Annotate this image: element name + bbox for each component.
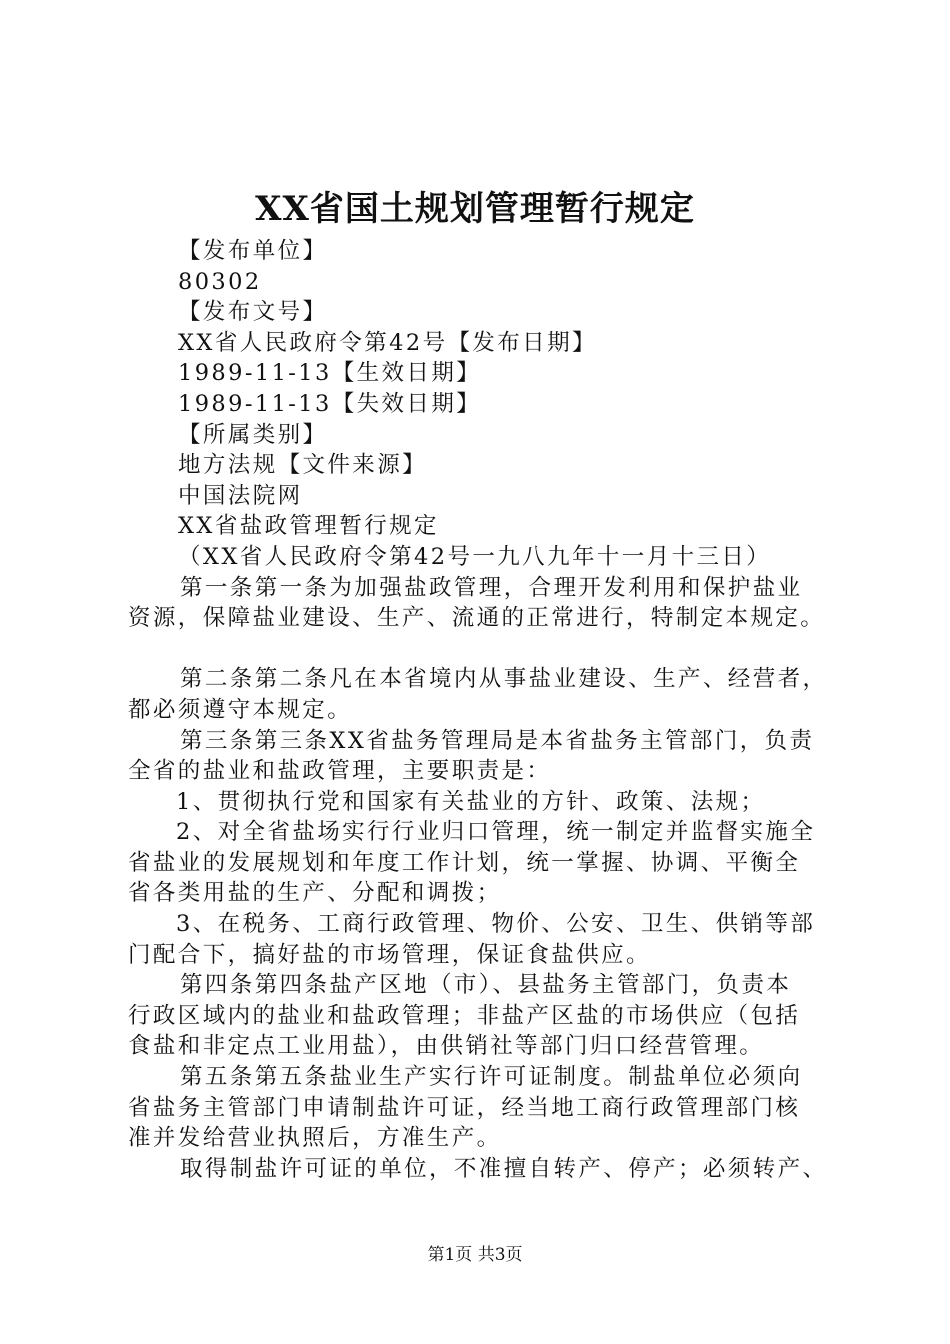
- article-2-line-2: 都必须遵守本规定。: [128, 696, 353, 723]
- document-body: [128, 236, 848, 1184]
- meta-category-label: 【所属类别】: [178, 421, 328, 448]
- page-footer: 第1页 共3页: [427, 1245, 523, 1265]
- meta-source-value: 中国法院网: [178, 482, 303, 509]
- article-3-line-1: 第三条第三条XX省盐务管理局是本省盐务主管部门，负责: [180, 727, 815, 754]
- meta-publisher-value: 80302: [178, 268, 262, 295]
- regulation-title: XX省盐政管理暂行规定: [178, 513, 439, 540]
- article-3-item-2-line-1: 2、对全省盐场实行行业归口管理，统一制定并监督实施全: [176, 819, 816, 846]
- meta-publish-date: 1989-11-13【生效日期】: [178, 360, 482, 387]
- article-5-line-3: 准并发给营业执照后，方准生产。: [128, 1125, 502, 1152]
- article-1-line-1: 第一条第一条为加强盐政管理，合理开发利用和保护盐业: [180, 574, 803, 601]
- article-4-line-3: 食盐和非定点工业用盐），由供销社等部门归口经营管理。: [128, 1033, 765, 1060]
- article-3-item-2-line-2: 省盐业的发展规划和年度工作计划，统一掌握、协调、平衡全: [128, 849, 801, 876]
- meta-publisher-label: 【发布单位】: [178, 238, 328, 264]
- article-1-line-2: 资源，保障盐业建设、生产、流通的正常进行，特制定本规定。: [128, 605, 826, 632]
- article-4-line-1: 第四条第四条盐产区地（市）、县盐务主管部门，负责本: [180, 972, 792, 999]
- article-3-item-2-line-3: 省各类用盐的生产、分配和调拨；: [128, 880, 502, 907]
- meta-doc-number-label: 【发布文号】: [178, 299, 328, 326]
- paragraph-spacer: [128, 634, 848, 665]
- meta-doc-number-value: XX省人民政府令第42号【发布日期】: [178, 329, 597, 356]
- article-3-item-1: 1、贯彻执行党和国家有关盐业的方针、政策、法规；: [176, 788, 766, 815]
- article-5-para-2-line-1: 取得制盐许可证的单位，不准擅自转产、停产；必须转产、: [180, 1155, 828, 1182]
- article-5-line-2: 省盐务主管部门申请制盐许可证，经当地工商行政管理部门核: [128, 1094, 801, 1121]
- regulation-decree: （XX省人民政府令第42号一九八九年十一月十三日）: [178, 543, 772, 570]
- article-3-line-2: 全省的盐业和盐政管理，主要职责是：: [128, 758, 552, 785]
- article-2-line-1: 第二条第二条凡在本省境内从事盐业建设、生产、经营者，: [180, 666, 828, 693]
- meta-effective-date: 1989-11-13【失效日期】: [178, 390, 482, 417]
- article-3-item-3-line-1: 3、在税务、工商行政管理、物价、公安、卫生、供销等部: [176, 911, 816, 938]
- article-4-line-2: 行政区域内的盐业和盐政管理；非盐产区盐的市场供应（包括: [128, 1002, 801, 1029]
- article-5-line-1: 第五条第五条盐业生产实行许可证制度。制盐单位必须向: [180, 1064, 803, 1091]
- meta-category-value: 地方法规【文件来源】: [178, 452, 428, 479]
- document-title: XX省国土规划管理暂行规定: [255, 189, 695, 229]
- article-3-item-3-line-2: 门配合下，搞好盐的市场管理，保证食盐供应。: [128, 941, 651, 968]
